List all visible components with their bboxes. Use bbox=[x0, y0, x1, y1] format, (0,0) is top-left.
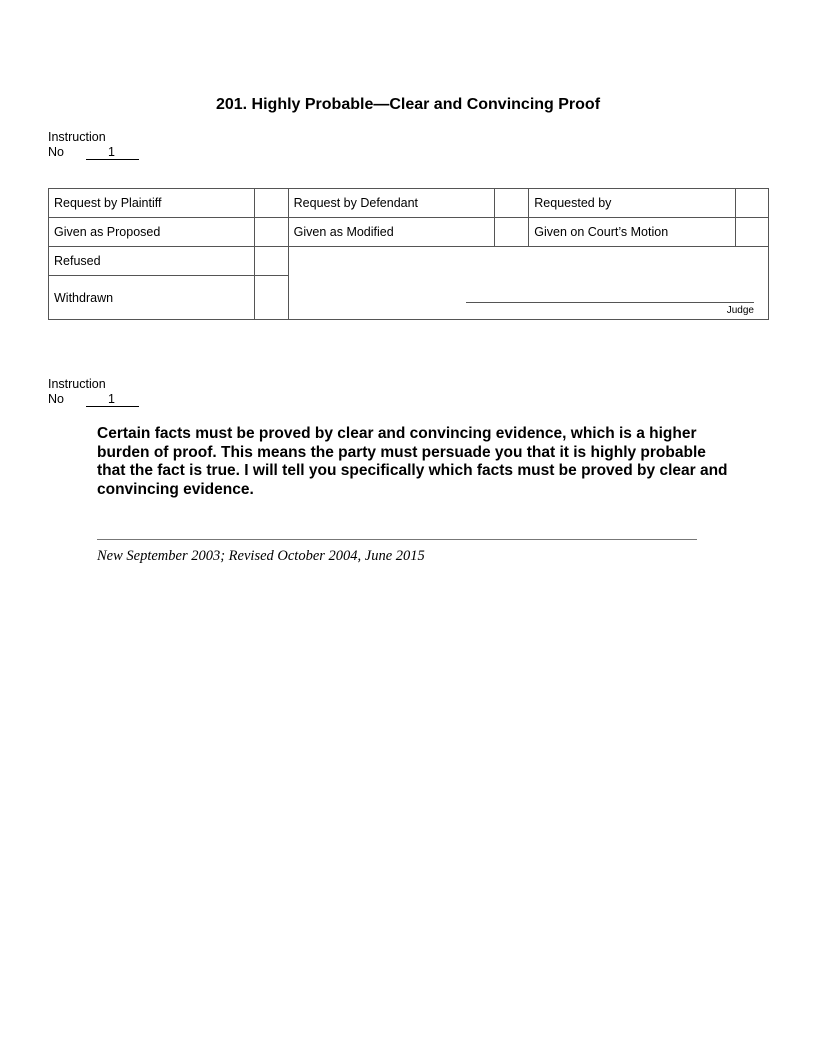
instruction-number-block-top bbox=[48, 130, 139, 160]
instruction-label: Instruction bbox=[48, 377, 106, 391]
instruction-no-row bbox=[48, 145, 139, 160]
withdrawn-checkbox[interactable] bbox=[254, 276, 288, 320]
instruction-no-value[interactable]: 1 bbox=[86, 392, 139, 407]
judge-label: Judge bbox=[726, 305, 754, 316]
given-on-courts-motion-label: Given on Court’s Motion bbox=[529, 218, 736, 247]
request-by-defendant-label: Request by Defendant bbox=[288, 189, 495, 218]
instruction-no-value[interactable]: 1 bbox=[86, 145, 139, 160]
judge-signature-line[interactable] bbox=[466, 302, 754, 303]
instruction-no-row bbox=[48, 392, 139, 407]
given-as-modified-label: Given as Modified bbox=[288, 218, 495, 247]
refused-label: Refused bbox=[49, 247, 255, 276]
given-on-courts-motion-checkbox[interactable] bbox=[736, 218, 769, 247]
revision-history: New September 2003; Revised October 2004, June 2015 bbox=[97, 548, 425, 564]
judge-signature-area bbox=[288, 247, 768, 320]
refused-checkbox[interactable] bbox=[254, 247, 288, 276]
status-row-requests bbox=[49, 189, 769, 218]
instruction-label: Instruction bbox=[48, 130, 106, 144]
withdrawn-label: Withdrawn bbox=[49, 276, 255, 320]
given-as-proposed-label: Given as Proposed bbox=[49, 218, 255, 247]
document-title: 201. Highly Probable—Clear and Convincing Proof bbox=[215, 96, 601, 113]
requested-by-checkbox[interactable] bbox=[736, 189, 769, 218]
instruction-no-label: No bbox=[48, 145, 64, 159]
given-as-modified-checkbox[interactable] bbox=[495, 218, 529, 247]
instruction-number-block-bottom bbox=[48, 377, 139, 407]
requested-by-label: Requested by bbox=[529, 189, 736, 218]
instruction-status-table bbox=[48, 188, 769, 320]
request-by-plaintiff-checkbox[interactable] bbox=[254, 189, 288, 218]
instruction-no-label: No bbox=[48, 392, 64, 406]
instruction-body-text: Certain facts must be proved by clear and convincing evidence, which is a higher burden of proof. This means the party must persuade you that it is highly probable that the fact is true. I will tell you specifically which facts must be proved by clear and convincing evidence. bbox=[97, 425, 728, 498]
section-divider bbox=[97, 539, 697, 540]
request-by-plaintiff-label: Request by Plaintiff bbox=[49, 189, 255, 218]
given-as-proposed-checkbox[interactable] bbox=[254, 218, 288, 247]
status-row-given bbox=[49, 218, 769, 247]
request-by-defendant-checkbox[interactable] bbox=[495, 189, 529, 218]
status-row-refused bbox=[49, 247, 769, 276]
